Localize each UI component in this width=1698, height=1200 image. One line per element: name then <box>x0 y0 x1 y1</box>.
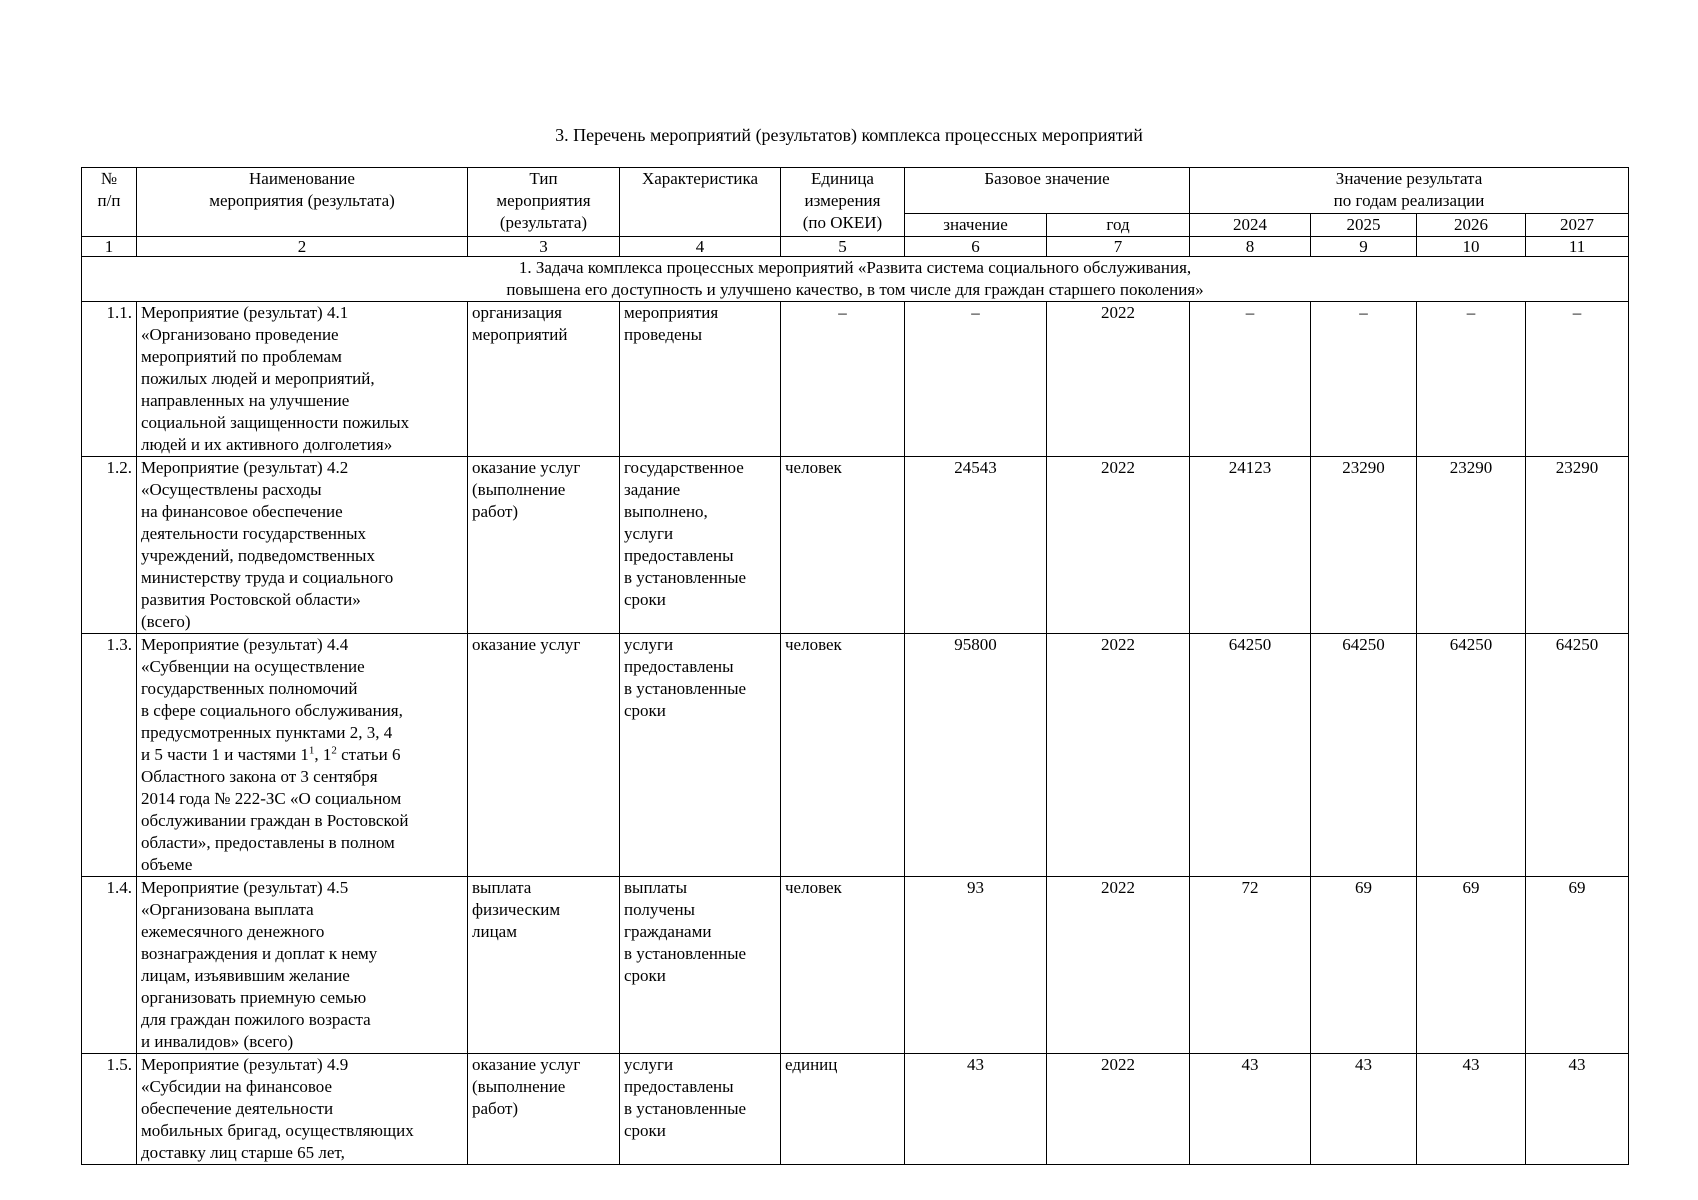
header-num: № п/п <box>82 168 137 237</box>
row-value-2024: – <box>1190 302 1311 457</box>
row-value-2024: 72 <box>1190 877 1311 1054</box>
column-number: 9 <box>1311 237 1417 257</box>
row-unit: человек <box>781 457 905 634</box>
row-unit: человек <box>781 634 905 877</box>
header-base: Базовое значение <box>905 168 1190 214</box>
row-num: 1.2. <box>82 457 137 634</box>
header-row-1 <box>82 168 1629 214</box>
column-number: 5 <box>781 237 905 257</box>
row-base-value: 24543 <box>905 457 1047 634</box>
row-num: 1.5. <box>82 1054 137 1165</box>
header-year-2027: 2027 <box>1526 214 1629 237</box>
superscript: 2 <box>331 744 337 757</box>
row-type: выплата физическим лицам <box>468 877 620 1054</box>
header-year-2025: 2025 <box>1311 214 1417 237</box>
header-year-2024: 2024 <box>1190 214 1311 237</box>
table-row <box>82 302 1629 457</box>
row-value-2025: 69 <box>1311 877 1417 1054</box>
row-value-2027: 64250 <box>1526 634 1629 877</box>
row-type: оказание услуг (выполнение работ) <box>468 1054 620 1165</box>
row-value-2025: 43 <box>1311 1054 1417 1165</box>
row-num: 1.3. <box>82 634 137 877</box>
column-number: 6 <box>905 237 1047 257</box>
table-row <box>82 1054 1629 1165</box>
row-base-year: 2022 <box>1047 457 1190 634</box>
row-name-part: , 1 <box>314 745 332 764</box>
row-base-value: 95800 <box>905 634 1047 877</box>
row-type: оказание услуг <box>468 634 620 877</box>
row-value-2026: 23290 <box>1417 457 1526 634</box>
row-value-2026: 69 <box>1417 877 1526 1054</box>
row-base-year: 2022 <box>1047 302 1190 457</box>
row-value-2027: 23290 <box>1526 457 1629 634</box>
column-number: 2 <box>137 237 468 257</box>
header-name: Наименование мероприятия (результата) <box>137 168 468 237</box>
column-number: 7 <box>1047 237 1190 257</box>
row-base-value: – <box>905 302 1047 457</box>
row-value-2025: 64250 <box>1311 634 1417 877</box>
task-row <box>82 257 1629 302</box>
header-base-value: значение <box>905 214 1047 237</box>
header-unit: Единица измерения (по ОКЕИ) <box>781 168 905 237</box>
row-name: Мероприятие (результат) 4.5 «Организована выплата ежемесячного денежного вознаграждения и доплат к нему лицам, изъявившим желание организовать приемную семью для граждан пожилого возраста и инвалидов» (всего) <box>137 877 468 1054</box>
column-number: 10 <box>1417 237 1526 257</box>
row-value-2027: 43 <box>1526 1054 1629 1165</box>
header-base-year: год <box>1047 214 1190 237</box>
row-num: 1.1. <box>82 302 137 457</box>
row-type: оказание услуг (выполнение работ) <box>468 457 620 634</box>
row-characteristic: государственное задание выполнено, услуги предоставлены в установленные сроки <box>620 457 781 634</box>
row-name: Мероприятие (результат) 4.9 «Субсидии на финансовое обеспечение деятельности мобильных бригад, осуществляющих доставку лиц старше 65 лет, <box>137 1054 468 1165</box>
header-result: Значение результата по годам реализации <box>1190 168 1629 214</box>
row-unit: человек <box>781 877 905 1054</box>
header-year-2026: 2026 <box>1417 214 1526 237</box>
table-row <box>82 877 1629 1054</box>
row-base-value: 93 <box>905 877 1047 1054</box>
table-row <box>82 457 1629 634</box>
row-type: организация мероприятий <box>468 302 620 457</box>
column-number: 11 <box>1526 237 1629 257</box>
row-value-2025: – <box>1311 302 1417 457</box>
row-value-2024: 24123 <box>1190 457 1311 634</box>
row-name: Мероприятие (результат) 4.2 «Осуществлены расходы на финансовое обеспечение деятельности государственных учреждений, подведомственных министерству труда и социального развития Ростовской области» (всего) <box>137 457 468 634</box>
row-value-2024: 43 <box>1190 1054 1311 1165</box>
row-characteristic: выплаты получены гражданами в установленные сроки <box>620 877 781 1054</box>
superscript: 1 <box>308 744 315 757</box>
row-unit: единиц <box>781 1054 905 1165</box>
column-number: 8 <box>1190 237 1311 257</box>
row-name: Мероприятие (результат) 4.1 «Организовано проведение мероприятий по проблемам пожилых людей и мероприятий, направленных на улучшение социальной защищенности пожилых людей и их активного долголетия» <box>137 302 468 457</box>
row-name <box>137 634 468 877</box>
column-numbers-row <box>82 237 1629 257</box>
row-value-2024: 64250 <box>1190 634 1311 877</box>
row-value-2027: – <box>1526 302 1629 457</box>
row-num: 1.4. <box>82 877 137 1054</box>
row-base-year: 2022 <box>1047 634 1190 877</box>
row-name-part: Мероприятие (результат) 4.4 «Субвенции на осуществление государственных полномочий в сфере социального обслуживания, предусмотренных пунктами 2, 3, 4 и 5 части 1 и частями 1 <box>141 635 403 764</box>
task-heading: 1. Задача комплекса процессных мероприятий «Развита система социального обслуживания, повышена его доступность и улучшено качество, в том числе для граждан старшего поколения» <box>82 257 1629 302</box>
page-title: 3. Перечень мероприятий (результатов) комплекса процессных мероприятий <box>555 125 1143 145</box>
row-value-2026: – <box>1417 302 1526 457</box>
row-value-2026: 43 <box>1417 1054 1526 1165</box>
row-value-2025: 23290 <box>1311 457 1417 634</box>
row-base-value: 43 <box>905 1054 1047 1165</box>
row-base-year: 2022 <box>1047 1054 1190 1165</box>
column-number: 1 <box>82 237 137 257</box>
measures-table <box>81 167 1629 1165</box>
row-value-2026: 64250 <box>1417 634 1526 877</box>
table-row <box>82 634 1629 877</box>
row-base-year: 2022 <box>1047 877 1190 1054</box>
header-type: Тип мероприятия (результата) <box>468 168 620 237</box>
row-characteristic: услуги предоставлены в установленные сроки <box>620 1054 781 1165</box>
row-characteristic: мероприятия проведены <box>620 302 781 457</box>
row-unit: – <box>781 302 905 457</box>
row-characteristic: услуги предоставлены в установленные сроки <box>620 634 781 877</box>
row-name-part: статьи 6 Областного закона от 3 сентября 2014 года № 222-ЗС «О социальном обслуживании граждан в Ростовской области», предоставлены в полном объеме <box>141 745 409 874</box>
header-characteristic: Характеристика <box>620 168 781 237</box>
column-number: 3 <box>468 237 620 257</box>
column-number: 4 <box>620 237 781 257</box>
row-value-2027: 69 <box>1526 877 1629 1054</box>
